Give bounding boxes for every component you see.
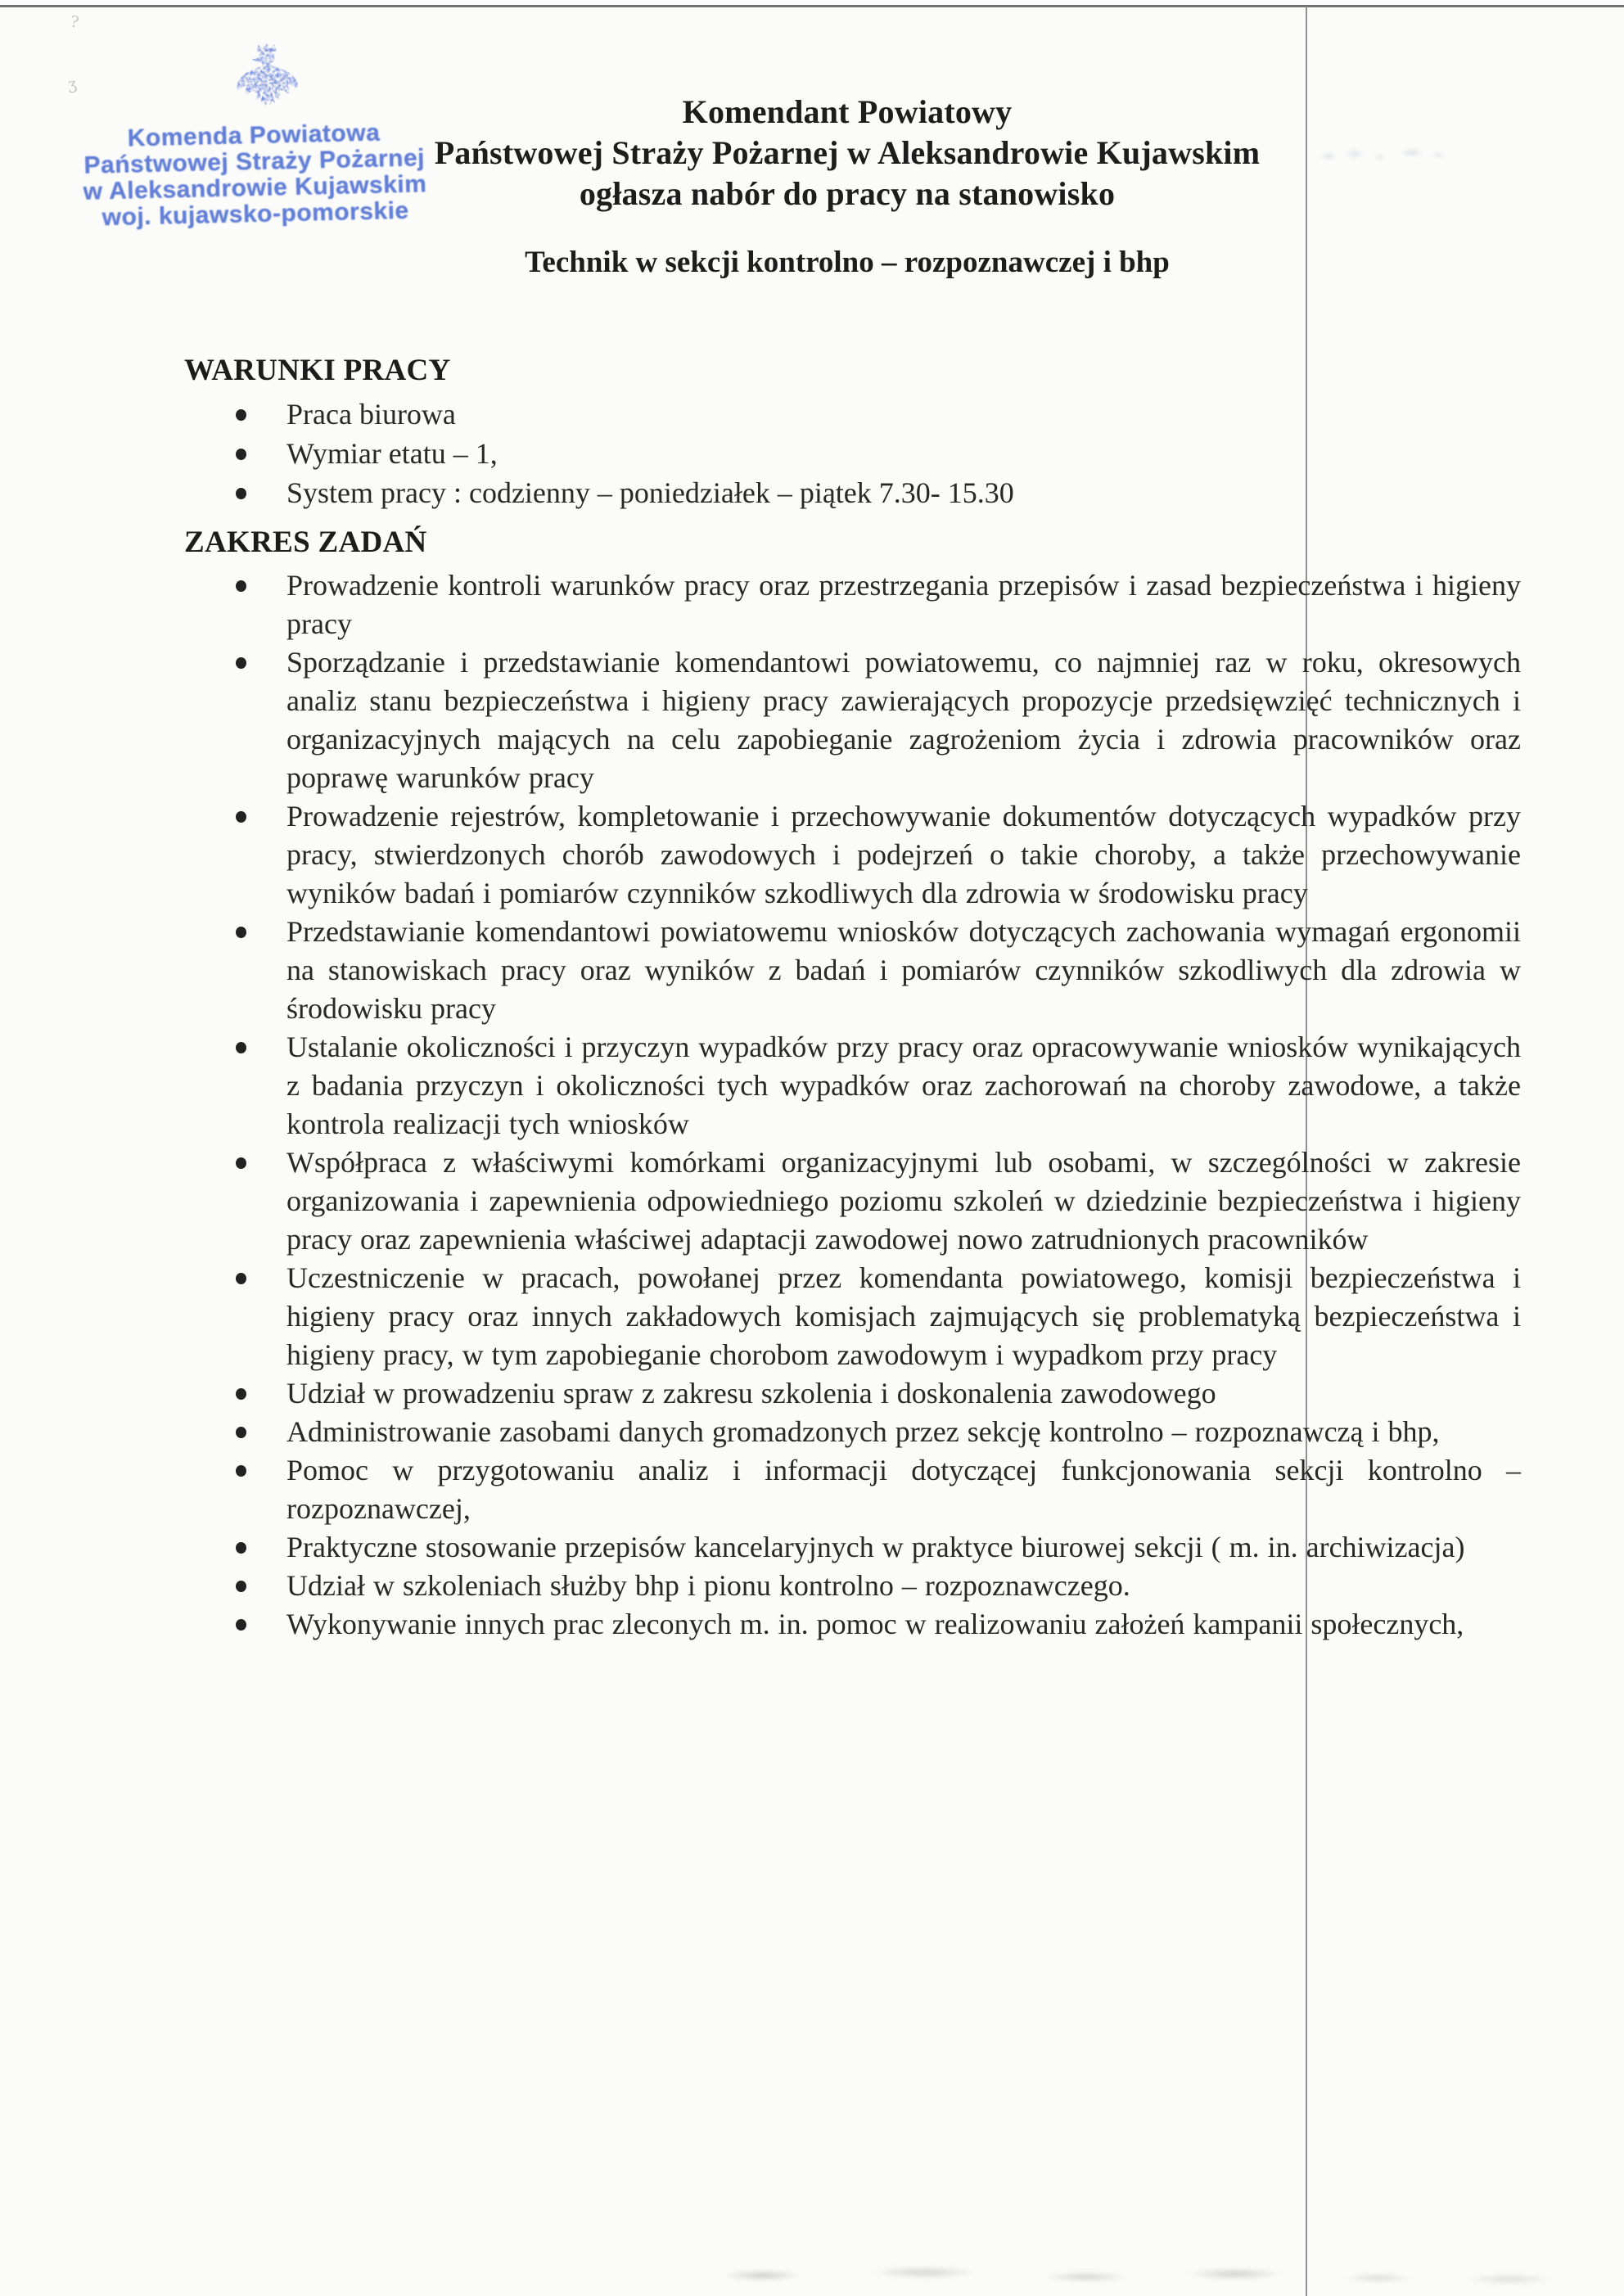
list-item xyxy=(184,1567,1521,1605)
list-item xyxy=(184,797,1521,913)
bullet-icon xyxy=(236,449,246,460)
bullet-icon xyxy=(236,1542,246,1554)
scan-top-edge-line xyxy=(0,5,1624,7)
bullet-icon xyxy=(236,657,246,669)
item-text: Uczestniczenie w pracach, powołanej przez komendanta powiatowego, komisji bezpieczeństwa i higieny pracy oraz innych zakładowych komisjach zajmujących się problematyką bezpieczeństwa i higieny pracy, w tym zapobieganie chorobom zawodowym i wypadkom przy pracy xyxy=(286,1261,1521,1371)
list-item xyxy=(184,566,1521,643)
list-item xyxy=(184,1028,1521,1143)
item-text: Sporządzanie i przedstawianie komendantowi powiatowemu, co najmniej raz w roku, okresowych analiz stanu bezpieczeństwa i higieny pracy zawierających propozycje przedsięwzięć technicznych i organizacyjnych mających na celu zapobieganie zagrożeniom życia i zdrowia pracowników oraz poprawę warunków pracy xyxy=(286,646,1521,794)
list-item xyxy=(184,473,1521,512)
list-item xyxy=(184,1451,1521,1528)
bullet-icon xyxy=(236,1465,246,1477)
section-zakres-zadan xyxy=(184,524,1521,1644)
list-item xyxy=(184,395,1521,434)
bullet-icon xyxy=(236,1157,246,1169)
position-title: Technik w sekcji kontrolno – rozpoznawczej i bhp xyxy=(525,246,1170,279)
item-text: System pracy : codzienny – poniedziałek – piątek 7.30- 15.30 xyxy=(286,476,1014,509)
item-text: Udział w prowadzeniu spraw z zakresu szkolenia i doskonalenia zawodowego xyxy=(286,1377,1216,1410)
item-text: Ustalanie okoliczności i przyczyn wypadków przy pracy oraz opracowywanie wniosków wynikających z badania przyczyn i okoliczności tych wypadków oraz zachorowań na choroby zawodowe, a także kontrola realizacji tych wniosków xyxy=(286,1031,1521,1140)
stamp-line: w Aleksandrowie Kujawskim xyxy=(83,170,427,205)
item-text: Przedstawianie komendantowi powiatowemu wniosków dotyczących zachowania wymagań ergonomii na stanowiskach pracy oraz wyników z badań i pomiarów czynników szkodliwych dla zdrowia w środowisku pracy xyxy=(286,915,1521,1025)
item-text: Praktyczne stosowanie przepisów kancelaryjnych w praktyce biurowej sekcji ( m. in. archiwizacja) xyxy=(286,1531,1465,1563)
stamp-line: woj. kujawsko-pomorskie xyxy=(102,196,409,232)
item-text: Pomoc w przygotowaniu analiz i informacji dotyczącej funkcjonowania sekcji kontrolno – rozpoznawczej, xyxy=(286,1454,1521,1525)
bullet-icon xyxy=(236,580,246,592)
item-text: Praca biurowa xyxy=(286,398,456,431)
header-org-line2: Państwowej Straży Pożarnej w Aleksandrowie Kujawskim xyxy=(434,134,1261,171)
section-warunki-pracy xyxy=(184,352,1521,512)
list-item xyxy=(184,1605,1521,1644)
bullet-icon xyxy=(236,488,246,499)
list-item xyxy=(184,1528,1521,1567)
item-text: Współpraca z właściwymi komórkami organizacyjnymi lub osobami, w szczególności w zakresie organizowania i zapewnienia odpowiedniego poziomu szkoleń w dziedzinie bezpieczeństwa i higieny pracy oraz zapewnienia właściwej adaptacji zawodowej nowo zatrudnionych pracowników xyxy=(286,1146,1521,1256)
list-item xyxy=(184,1143,1521,1259)
warunki-list xyxy=(184,395,1521,512)
item-text: Udział w szkoleniach służby bhp i pionu kontrolno – rozpoznawczego. xyxy=(286,1569,1130,1602)
section-heading: ZAKRES ZADAŃ xyxy=(184,526,427,559)
item-text: Prowadzenie rejestrów, kompletowanie i przechowywanie dokumentów dotyczących wypadków przy pracy, stwierdzonych chorób zawodowych i podejrzeń o takie choroby, a także przechowywanie wyników badań i pomiarów czynników szkodliwych dla zdrowia w środowisku pracy xyxy=(286,800,1521,909)
bullet-icon xyxy=(236,1427,246,1438)
stamp-line: Komenda Powiatowa xyxy=(127,119,381,152)
bullet-icon xyxy=(236,409,246,421)
list-item xyxy=(184,643,1521,797)
bullet-icon xyxy=(236,1042,246,1053)
bullet-icon xyxy=(236,1581,246,1592)
item-text: Wykonywanie innych prac zleconych m. in. pomoc w realizowaniu założeń kampanii społecznych, xyxy=(286,1608,1464,1640)
scan-bottom-smudge xyxy=(688,2259,1310,2289)
list-item xyxy=(184,1259,1521,1374)
bullet-icon xyxy=(236,1619,246,1631)
bullet-icon xyxy=(236,811,246,823)
scan-artifact-mark: ? xyxy=(69,12,80,32)
document-body xyxy=(184,352,1521,1644)
stamp-line: Państwowej Straży Pożarnej xyxy=(83,144,426,179)
header-org-line1: Komendant Powiatowy xyxy=(682,93,1013,130)
list-item xyxy=(184,434,1521,473)
header-announcement-line: ogłasza nabór do pracy na stanowisko xyxy=(579,175,1116,212)
polish-eagle-icon xyxy=(228,42,305,122)
section-heading: WARUNKI PRACY xyxy=(184,354,451,387)
list-item xyxy=(184,913,1521,1028)
bullet-icon xyxy=(236,927,246,938)
item-text: Prowadzenie kontroli warunków pracy oraz przestrzegania przepisów i zasad bezpieczeństwa i higieny pracy xyxy=(286,569,1521,640)
bullet-icon xyxy=(236,1273,246,1284)
list-item xyxy=(184,1413,1521,1451)
zakres-list xyxy=(184,566,1521,1644)
bullet-icon xyxy=(236,1388,246,1400)
item-text: Administrowanie zasobami danych gromadzonych przez sekcję kontrolno – rozpoznawczą i bhp, xyxy=(286,1415,1440,1448)
list-item xyxy=(184,1374,1521,1413)
scan-corner-smudge xyxy=(1326,2266,1588,2290)
scan-artifact-mark: ʒ xyxy=(66,74,78,94)
item-text: Wymiar etatu – 1, xyxy=(286,437,498,470)
document-header xyxy=(327,92,1367,283)
